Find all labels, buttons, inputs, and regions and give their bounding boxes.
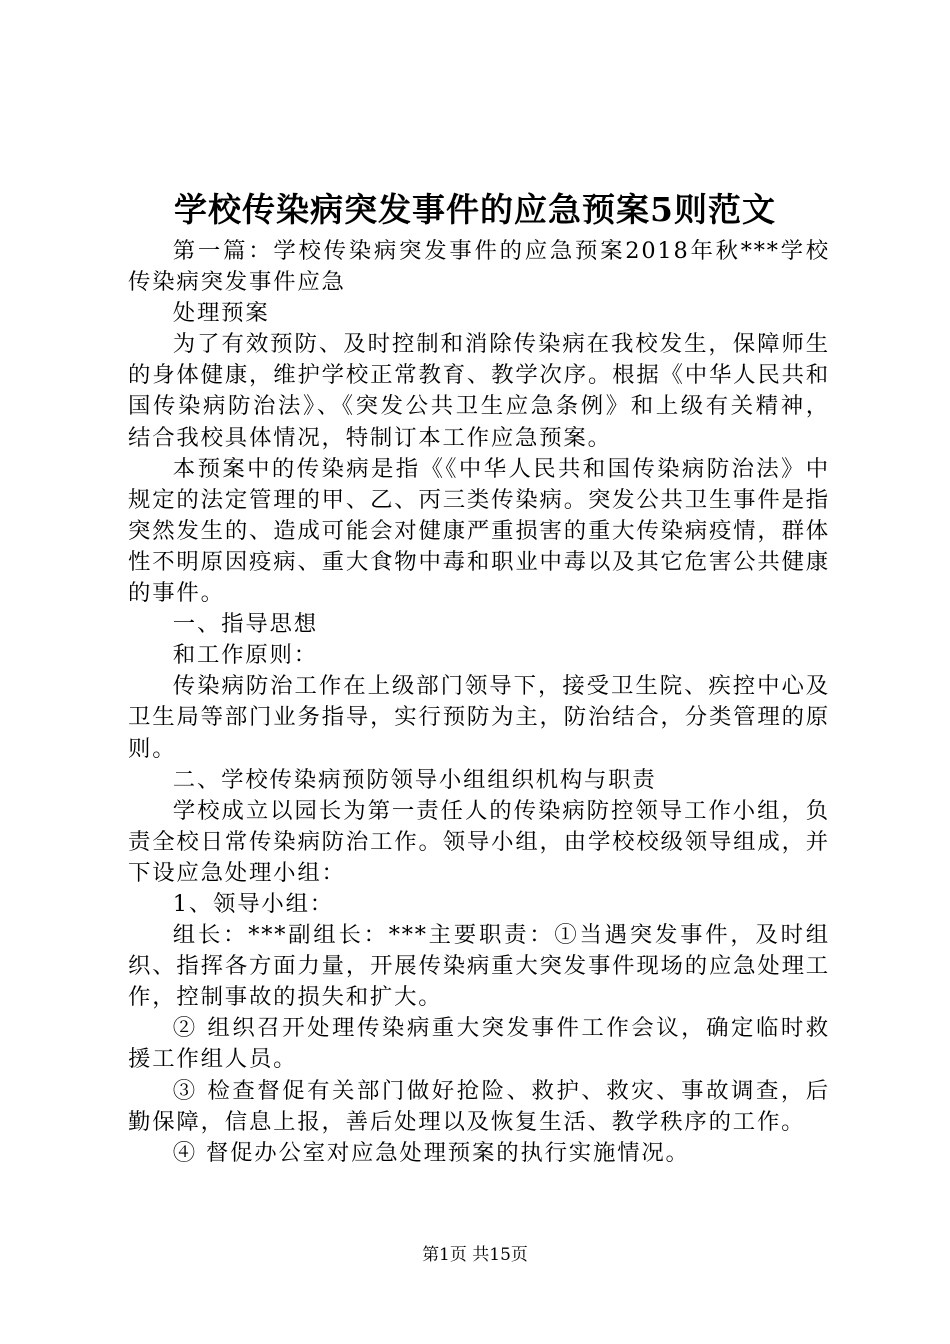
paragraph: 1、领导小组： (172, 890, 334, 917)
paragraph: 和工作原则： (172, 642, 318, 669)
paragraph: 学校成立以园长为第一责任人的传染病防控领导工作小组，负责全校日常传染病防治工作。领导小组，由学校校级领导组成，并下设应急处理小组： (128, 797, 830, 886)
paragraph: 本预案中的传染病是指《《中华人民共和国传染病防治法》中规定的法定管理的甲、乙、丙三类传染病。突发公共卫生事件是指突然发生的、造成可能会对健康严重损害的重大传染病疫情，群体性不明原因疫病、重大食物中毒和职业中毒以及其它危害公共健康的事件。 (128, 455, 830, 607)
paragraph: ③ 检查督促有关部门做好抢险、救护、救灾、事故调查，后勤保障，信息上报，善后处理以及恢复生活、教学秩序的工作。 (128, 1077, 830, 1135)
page-number: 第1页 共15页 (422, 1245, 528, 1265)
section-heading: 二、学校传染病预防领导小组组织机构与职责 (172, 766, 657, 793)
document-title: 学校传染病突发事件的应急预案5则范文 (174, 190, 776, 229)
paragraph: 传染病防治工作在上级部门领导下，接受卫生院、疾控中心及卫生局等部门业务指导，实行预防为主，防治结合，分类管理的原则。 (128, 673, 830, 762)
document-body (128, 236, 830, 1169)
paragraph: 第一篇：学校传染病突发事件的应急预案2018年秋***学校传染病突发事件应急 (128, 238, 830, 296)
paragraph: 处理预案 (172, 300, 270, 327)
paragraph: 组长：***副组长：***主要职责：①当遇突发事件，及时组织、指挥各方面力量，开展传染病重大突发事件现场的应急处理工作，控制事故的损失和扩大。 (128, 922, 830, 1011)
section-heading: 一、指导思想 (172, 611, 318, 638)
paragraph: ② 组织召开处理传染病重大突发事件工作会议，确定临时救援工作组人员。 (128, 1015, 830, 1073)
paragraph: ④ 督促办公室对应急处理预案的执行实施情况。 (172, 1139, 690, 1166)
paragraph: 为了有效预防、及时控制和消除传染病在我校发生，保障师生的身体健康，维护学校正常教育、教学次序。根据《中华人民共和国传染病防治法》、《突发公共卫生应急条例》和上级有关精神，结合我校具体情况，特制订本工作应急预案。 (128, 331, 830, 451)
